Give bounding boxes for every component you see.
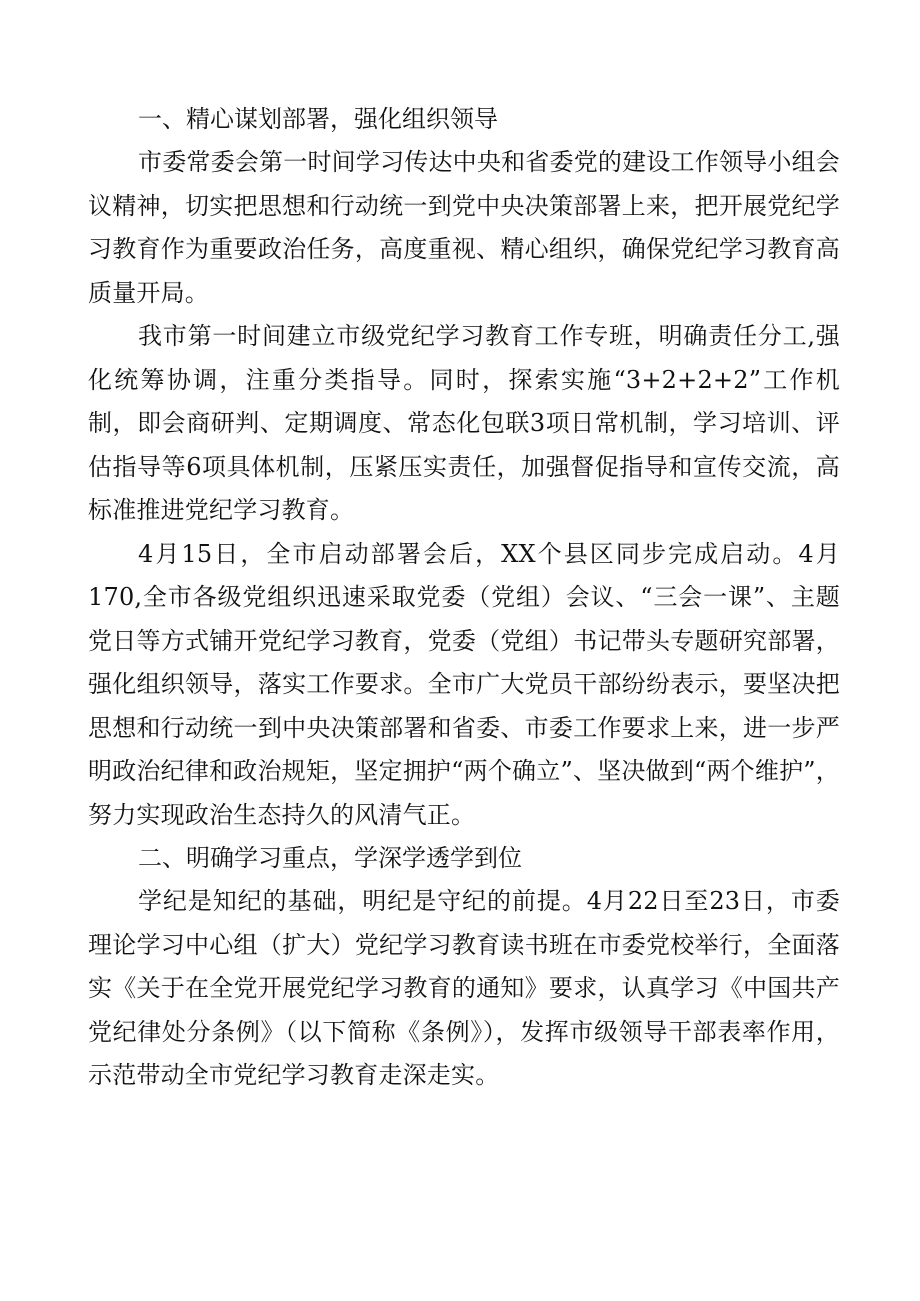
paragraph-1: 市委常委会第一时间学习传达中央和省委党的建设工作领导小组会议精神，切实把思想和行动统一到党中央决策部署上来，把开展党纪学习教育作为重要政治任务，高度重视、精心组织，确保党纪学习教育高质量开局。 bbox=[88, 148, 840, 307]
paragraph-4: 学纪是知纪的基础，明纪是守纪的前提。4月22日至23日，市委理论学习中心组（扩大）党纪学习教育读书班在市委党校举行，全面落实《关于在全党开展党纪学习教育的通知》要求，认真学习《中国共产党纪律处分条例》（以下简称《条例》），发挥市级领导干部表率作用，示范带动全市党纪学习教育走深走实。 bbox=[88, 887, 840, 1089]
paragraph-3: 4月15日，全市启动部署会后，XX个县区同步完成启动。4月170,全市各级党组织迅速采取党委（党组）会议、“三会一课”、主题党日等方式铺开党纪学习教育，党委（党组）书记带头专题研究部署，强化组织领导，落实工作要求。全市广大党员干部纷纷表示，要坚决把思想和行动统一到中央决策部署和省委、市委工作要求上来，进一步严明政治纪律和政治规矩，坚定拥护“两个确立”、坚决做到“两个维护”，努力实现政治生态持久的风清气正。 bbox=[88, 539, 840, 829]
paragraph-2: 我市第一时间建立市级党纪学习教育工作专班，明确责任分工,强化统筹协调，注重分类指导。同时，探索实施“3+2+2+2”工作机制，即会商研判、定期调度、常态化包联3项日常机制，学习培训、评估指导等6项具体机制，压紧压实责任，加强督促指导和宣传交流，高标准推进党纪学习教育。 bbox=[88, 322, 840, 524]
section-heading-1: 一、精心谋划部署，强化组织领导 bbox=[138, 105, 498, 133]
section-heading-2: 二、明确学习重点，学深学透学到位 bbox=[138, 844, 522, 872]
